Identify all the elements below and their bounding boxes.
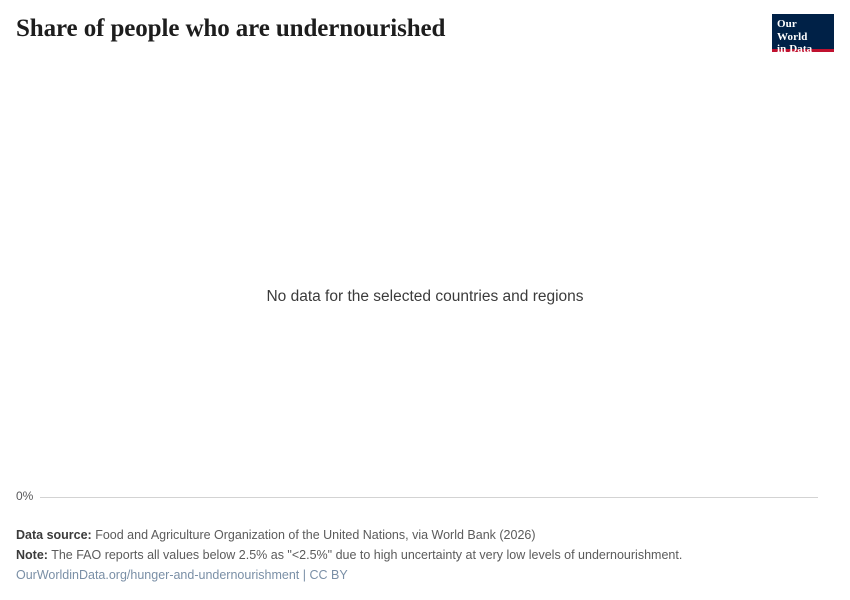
axis-baseline <box>40 497 818 498</box>
y-axis-tick-label-0: 0% <box>16 489 34 503</box>
page-title: Share of people who are undernourished <box>16 15 446 42</box>
chart-header <box>16 0 834 55</box>
y-axis <box>16 488 818 504</box>
note-label: Note: <box>16 548 48 562</box>
data-source-text: Food and Agriculture Organization of the United Nations, via World Bank (2026) <box>95 528 536 542</box>
chart-plot-area <box>16 52 834 504</box>
our-world-in-data-logo[interactable] <box>772 14 834 55</box>
logo-line-1: Our World <box>777 18 808 43</box>
chart-footer <box>16 526 834 586</box>
attribution-line <box>16 566 834 584</box>
note-line <box>16 546 834 564</box>
data-source-label: Data source: <box>16 528 92 542</box>
note-text: The FAO reports all values below 2.5% as "<2.5%" due to high uncertainty at very low levels of undernourishment. <box>51 548 683 562</box>
no-data-message: No data for the selected countries and regions <box>266 288 584 305</box>
data-source-line <box>16 526 834 544</box>
attribution-link[interactable]: OurWorldinData.org/hunger-and-undernourishment | CC BY <box>16 568 348 582</box>
logo-line-2: in Data <box>777 43 813 55</box>
